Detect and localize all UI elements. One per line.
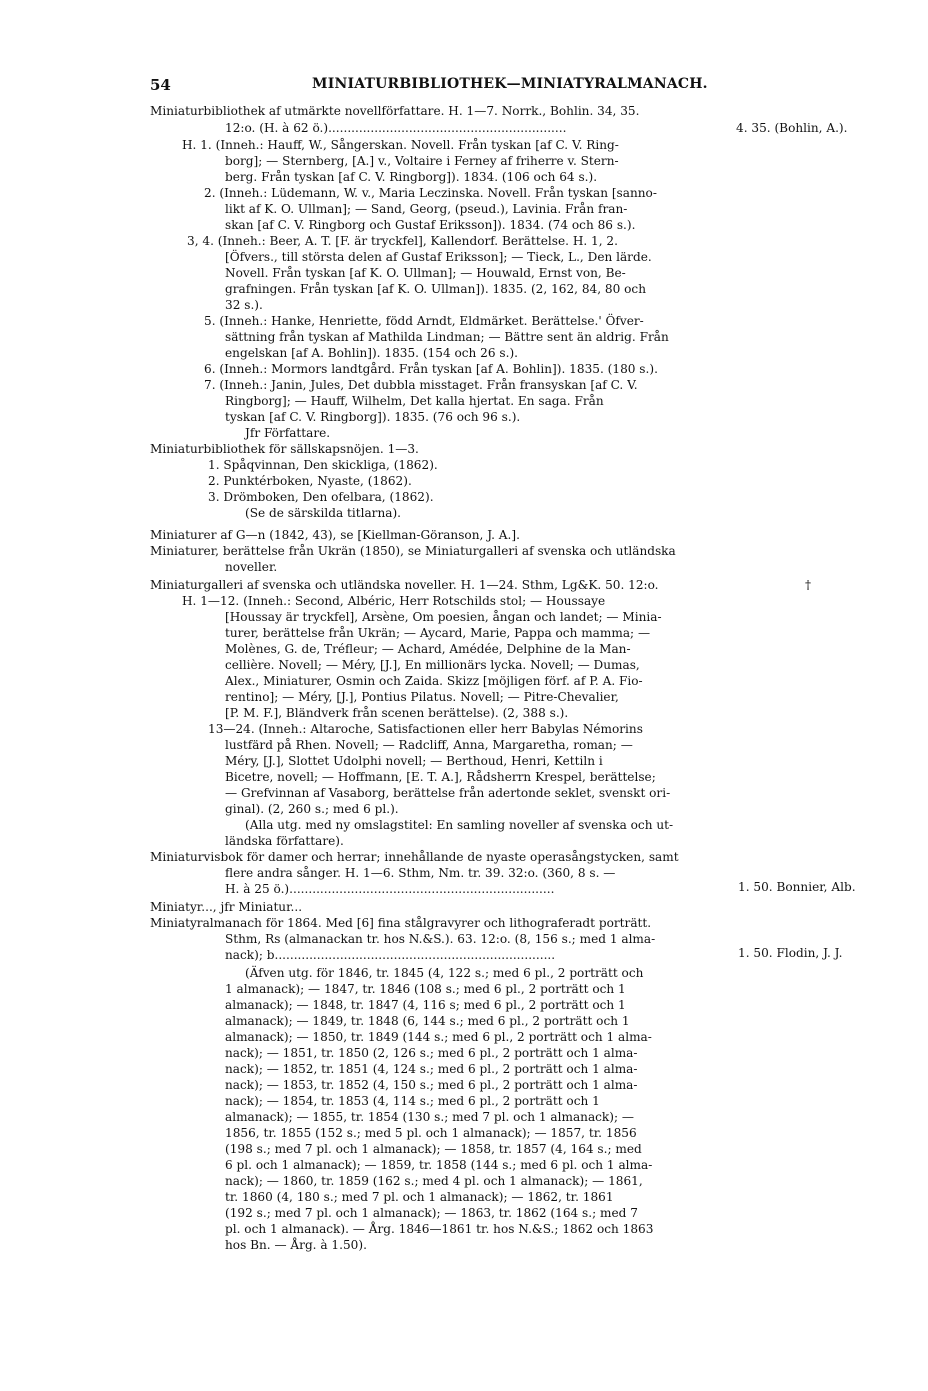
entry-line: Miniatyralmanach för 1864. Med [6] fina stålgravyrer och lithograferadt porträtt. bbox=[150, 916, 652, 930]
entry-line: nack); b......................................................................... bbox=[225, 948, 556, 962]
entry-line: 6. (Inneh.: Mormors landtgård. Från tyskan [af A. Bohlin]). 1835. (180 s.). bbox=[204, 362, 658, 376]
price-publisher: 1. 50. Bonnier, Alb. bbox=[738, 880, 856, 894]
entry-line: tr. 1860 (4, 180 s.; med 7 pl. och 1 almanack); — 1862, tr. 1861 bbox=[225, 1190, 614, 1204]
entry-line: nack); — 1852, tr. 1851 (4, 124 s.; med 6 pl., 2 porträtt och 1 alma- bbox=[225, 1062, 638, 1076]
entry-line: Molènes, G. de, Tréfleur; — Achard, Amédée, Delphine de la Man- bbox=[225, 642, 631, 656]
entry-line: 32 s.). bbox=[225, 298, 263, 312]
entry-line: 1856, tr. 1855 (152 s.; med 5 pl. och 1 almanack); — 1857, tr. 1856 bbox=[225, 1126, 637, 1140]
entry-line: Miniaturgalleri af svenska och utländska noveller. H. 1—24. Sthm, Lg&K. 50. 12:o. bbox=[150, 578, 659, 592]
entry-line: [P. M. F.], Bländverk från scenen berättelse). (2, 388 s.). bbox=[225, 706, 569, 720]
price-publisher: 1. 50. Flodin, J. J. bbox=[738, 946, 843, 960]
entry-line: skan [af C. V. Ringborg och Gustaf Eriksson]). 1834. (74 och 86 s.). bbox=[225, 218, 636, 232]
entry-line: engelskan [af A. Bohlin]). 1835. (154 och 26 s.). bbox=[225, 346, 519, 360]
entry-line: cellière. Novell; — Méry, [J.], En millionärs lycka. Novell; — Dumas, bbox=[225, 658, 640, 672]
entry-line: 2. Punktérboken, Nyaste, (1862). bbox=[208, 474, 412, 488]
entry-line: Miniaturvisbok för damer och herrar; innehållande de nyaste operasångstycken, samt bbox=[150, 850, 679, 864]
entry-line: 6 pl. och 1 almanack); — 1859, tr. 1858 (144 s.; med 6 pl. och 1 alma- bbox=[225, 1158, 653, 1172]
entry-line: 12:o. (H. à 62 ö.).............................................................. bbox=[225, 121, 567, 135]
entry-line: nack); — 1854, tr. 1853 (4, 114 s.; med 6 pl., 2 porträtt och 1 bbox=[225, 1094, 600, 1108]
entry-line: rentino]; — Méry, [J.], Pontius Pilatus. Novell; — Pitre-Chevalier, bbox=[225, 690, 619, 704]
entry-line: (192 s.; med 7 pl. och 1 almanack); — 1863, tr. 1862 (164 s.; med 7 bbox=[225, 1206, 638, 1220]
entry-line: almanack); — 1850, tr. 1849 (144 s.; med 6 pl., 2 porträtt och 1 alma- bbox=[225, 1030, 652, 1044]
entry-line: almanack); — 1848, tr. 1847 (4, 116 s; med 6 pl., 2 porträtt och 1 bbox=[225, 998, 626, 1012]
running-title: MINIATURBIBLIOTHEK—MINIATYRALMANACH. bbox=[312, 76, 708, 92]
entry-line: grafningen. Från tyskan [af K. O. Ullman]). 1835. (2, 162, 84, 80 och bbox=[225, 282, 646, 296]
running-header bbox=[150, 76, 740, 96]
entry-line: Miniaturer, berättelse från Ukrän (1850), se Miniaturgalleri af svenska och utländska bbox=[150, 544, 676, 558]
entry-line: H. à 25 ö.)..................................................................... bbox=[225, 882, 555, 896]
entry-line: pl. och 1 almanack). — Årg. 1846—1861 tr. hos N.&S.; 1862 och 1863 bbox=[225, 1222, 654, 1236]
entry-line: lustfärd på Rhen. Novell; — Radcliff, Anna, Margaretha, roman; — bbox=[225, 738, 633, 752]
entry-line: Ringborg]; — Hauff, Wilhelm, Det kalla hjertat. En saga. Från bbox=[225, 394, 604, 408]
entry-line: Miniaturbibliothek för sällskapsnöjen. 1—3. bbox=[150, 442, 419, 456]
entry-line: H. 1—12. (Inneh.: Second, Albéric, Herr Rotschilds stol; — Houssaye bbox=[182, 594, 606, 608]
entry-line: [Öfvers., till största delen af Gustaf Eriksson]; — Tieck, L., Den lärde. bbox=[225, 250, 652, 264]
price-publisher: 4. 35. (Bohlin, A.). bbox=[736, 121, 848, 135]
entry-line: likt af K. O. Ullman]; — Sand, Georg, (pseud.), Lavinia. Från fran- bbox=[225, 202, 628, 216]
entry-line: (Äfven utg. för 1846, tr. 1845 (4, 122 s.; med 6 pl., 2 porträtt och bbox=[245, 966, 644, 980]
entry-line: nack); — 1853, tr. 1852 (4, 150 s.; med 6 pl., 2 porträtt och 1 alma- bbox=[225, 1078, 638, 1092]
entry-line: ginal). (2, 260 s.; med 6 pl.). bbox=[225, 802, 399, 816]
entry-line: (Se de särskilda titlarna). bbox=[245, 506, 402, 520]
entry-line: flere andra sånger. H. 1—6. Sthm, Nm. tr. 39. 32:o. (360, 8 s. — bbox=[225, 866, 616, 880]
entry-line: Bicetre, novell; — Hoffmann, [E. T. A.], Rådsherrn Krespel, berättelse; bbox=[225, 770, 656, 784]
entry-line: nack); — 1851, tr. 1850 (2, 126 s.; med 6 pl., 2 porträtt och 1 alma- bbox=[225, 1046, 638, 1060]
entry-line: turer, berättelse från Ukrän; — Aycard, Marie, Pappa och mamma; — bbox=[225, 626, 651, 640]
entry-line: almanack); — 1855, tr. 1854 (130 s.; med 7 pl. och 1 almanack); — bbox=[225, 1110, 634, 1124]
entry-line: Méry, [J.], Slottet Udolphi novell; — Berthoud, Henri, Kettiln i bbox=[225, 754, 603, 768]
entry-line: (Alla utg. med ny omslagstitel: En samling noveller af svenska och ut- bbox=[245, 818, 674, 832]
entry-line: almanack); — 1849, tr. 1848 (6, 144 s.; med 6 pl., 2 porträtt och 1 bbox=[225, 1014, 630, 1028]
entry-line: ländska författare). bbox=[225, 834, 344, 848]
entry-line: Jfr Författare. bbox=[245, 426, 331, 440]
entry-line: Miniaturbibliothek af utmärkte novellförfattare. H. 1—7. Norrk., Bohlin. 34, 35. bbox=[150, 104, 640, 118]
dagger-mark: † bbox=[805, 578, 812, 592]
entry-line: 1 almanack); — 1847, tr. 1846 (108 s.; med 6 pl., 2 porträtt och 1 bbox=[225, 982, 626, 996]
entry-line: berg. Från tyskan [af C. V. Ringborg]). 1834. (106 och 64 s.). bbox=[225, 170, 598, 184]
entry-line: Miniatyr..., jfr Miniatur... bbox=[150, 900, 303, 914]
entry-line: Novell. Från tyskan [af K. O. Ullman]; — Houwald, Ernst von, Be- bbox=[225, 266, 626, 280]
entry-line: 3, 4. (Inneh.: Beer, A. T. [F. är tryckfel], Kallendorf. Berättelse. H. 1, 2. bbox=[187, 234, 618, 248]
entry-line: nack); — 1860, tr. 1859 (162 s.; med 4 pl. och 1 almanack); — 1861, bbox=[225, 1174, 643, 1188]
entry-line: 2. (Inneh.: Lüdemann, W. v., Maria Leczinska. Novell. Från tyskan [sanno- bbox=[204, 186, 657, 200]
entry-line: Alex., Miniaturer, Osmin och Zaida. Skizz [möjligen förf. af P. A. Fio- bbox=[225, 674, 643, 688]
entry-line: 1. Spåqvinnan, Den skickliga, (1862). bbox=[208, 458, 438, 472]
entry-line: tyskan [af C. V. Ringborg]). 1835. (76 och 96 s.). bbox=[225, 410, 521, 424]
page-number: 54 bbox=[150, 76, 171, 94]
entry-line: (198 s.; med 7 pl. och 1 almanack); — 1858, tr. 1857 (4, 164 s.; med bbox=[225, 1142, 642, 1156]
entry-line: 13—24. (Inneh.: Altaroche, Satisfactionen eller herr Babylas Némorins bbox=[208, 722, 643, 736]
entry-line: hos Bn. — Årg. à 1.50). bbox=[225, 1238, 367, 1252]
entry-line: borg]; — Sternberg, [A.] v., Voltaire i Ferney af friherre v. Stern- bbox=[225, 154, 619, 168]
entry-line: noveller. bbox=[225, 560, 278, 574]
entry-line: Sthm, Rs (almanackan tr. hos N.&S.). 63. 12:o. (8, 156 s.; med 1 alma- bbox=[225, 932, 656, 946]
entry-line: [Houssay är tryckfel], Arsène, Om poesien, ångan och landet; — Minia- bbox=[225, 610, 662, 624]
entry-line: Miniaturer af G—n (1842, 43), se [Kiellman-Göranson, J. A.]. bbox=[150, 528, 520, 542]
entry-line: sättning från tyskan af Mathilda Lindman; — Bättre sent än aldrig. Från bbox=[225, 330, 669, 344]
entries-column bbox=[150, 103, 730, 1263]
entry-line: — Grefvinnan af Vasaborg, berättelse från adertonde seklet, svenskt ori- bbox=[225, 786, 671, 800]
entry-line: 7. (Inneh.: Janin, Jules, Det dubbla misstaget. Från fransyskan [af C. V. bbox=[204, 378, 638, 392]
entry-line: 3. Drömboken, Den ofelbara, (1862). bbox=[208, 490, 434, 504]
entry-line: 5. (Inneh.: Hanke, Henriette, född Arndt, Eldmärket. Berättelse.' Öfver- bbox=[204, 314, 644, 328]
entry-line: H. 1. (Inneh.: Hauff, W., Sångerskan. Novell. Från tyskan [af C. V. Ring- bbox=[182, 138, 619, 152]
